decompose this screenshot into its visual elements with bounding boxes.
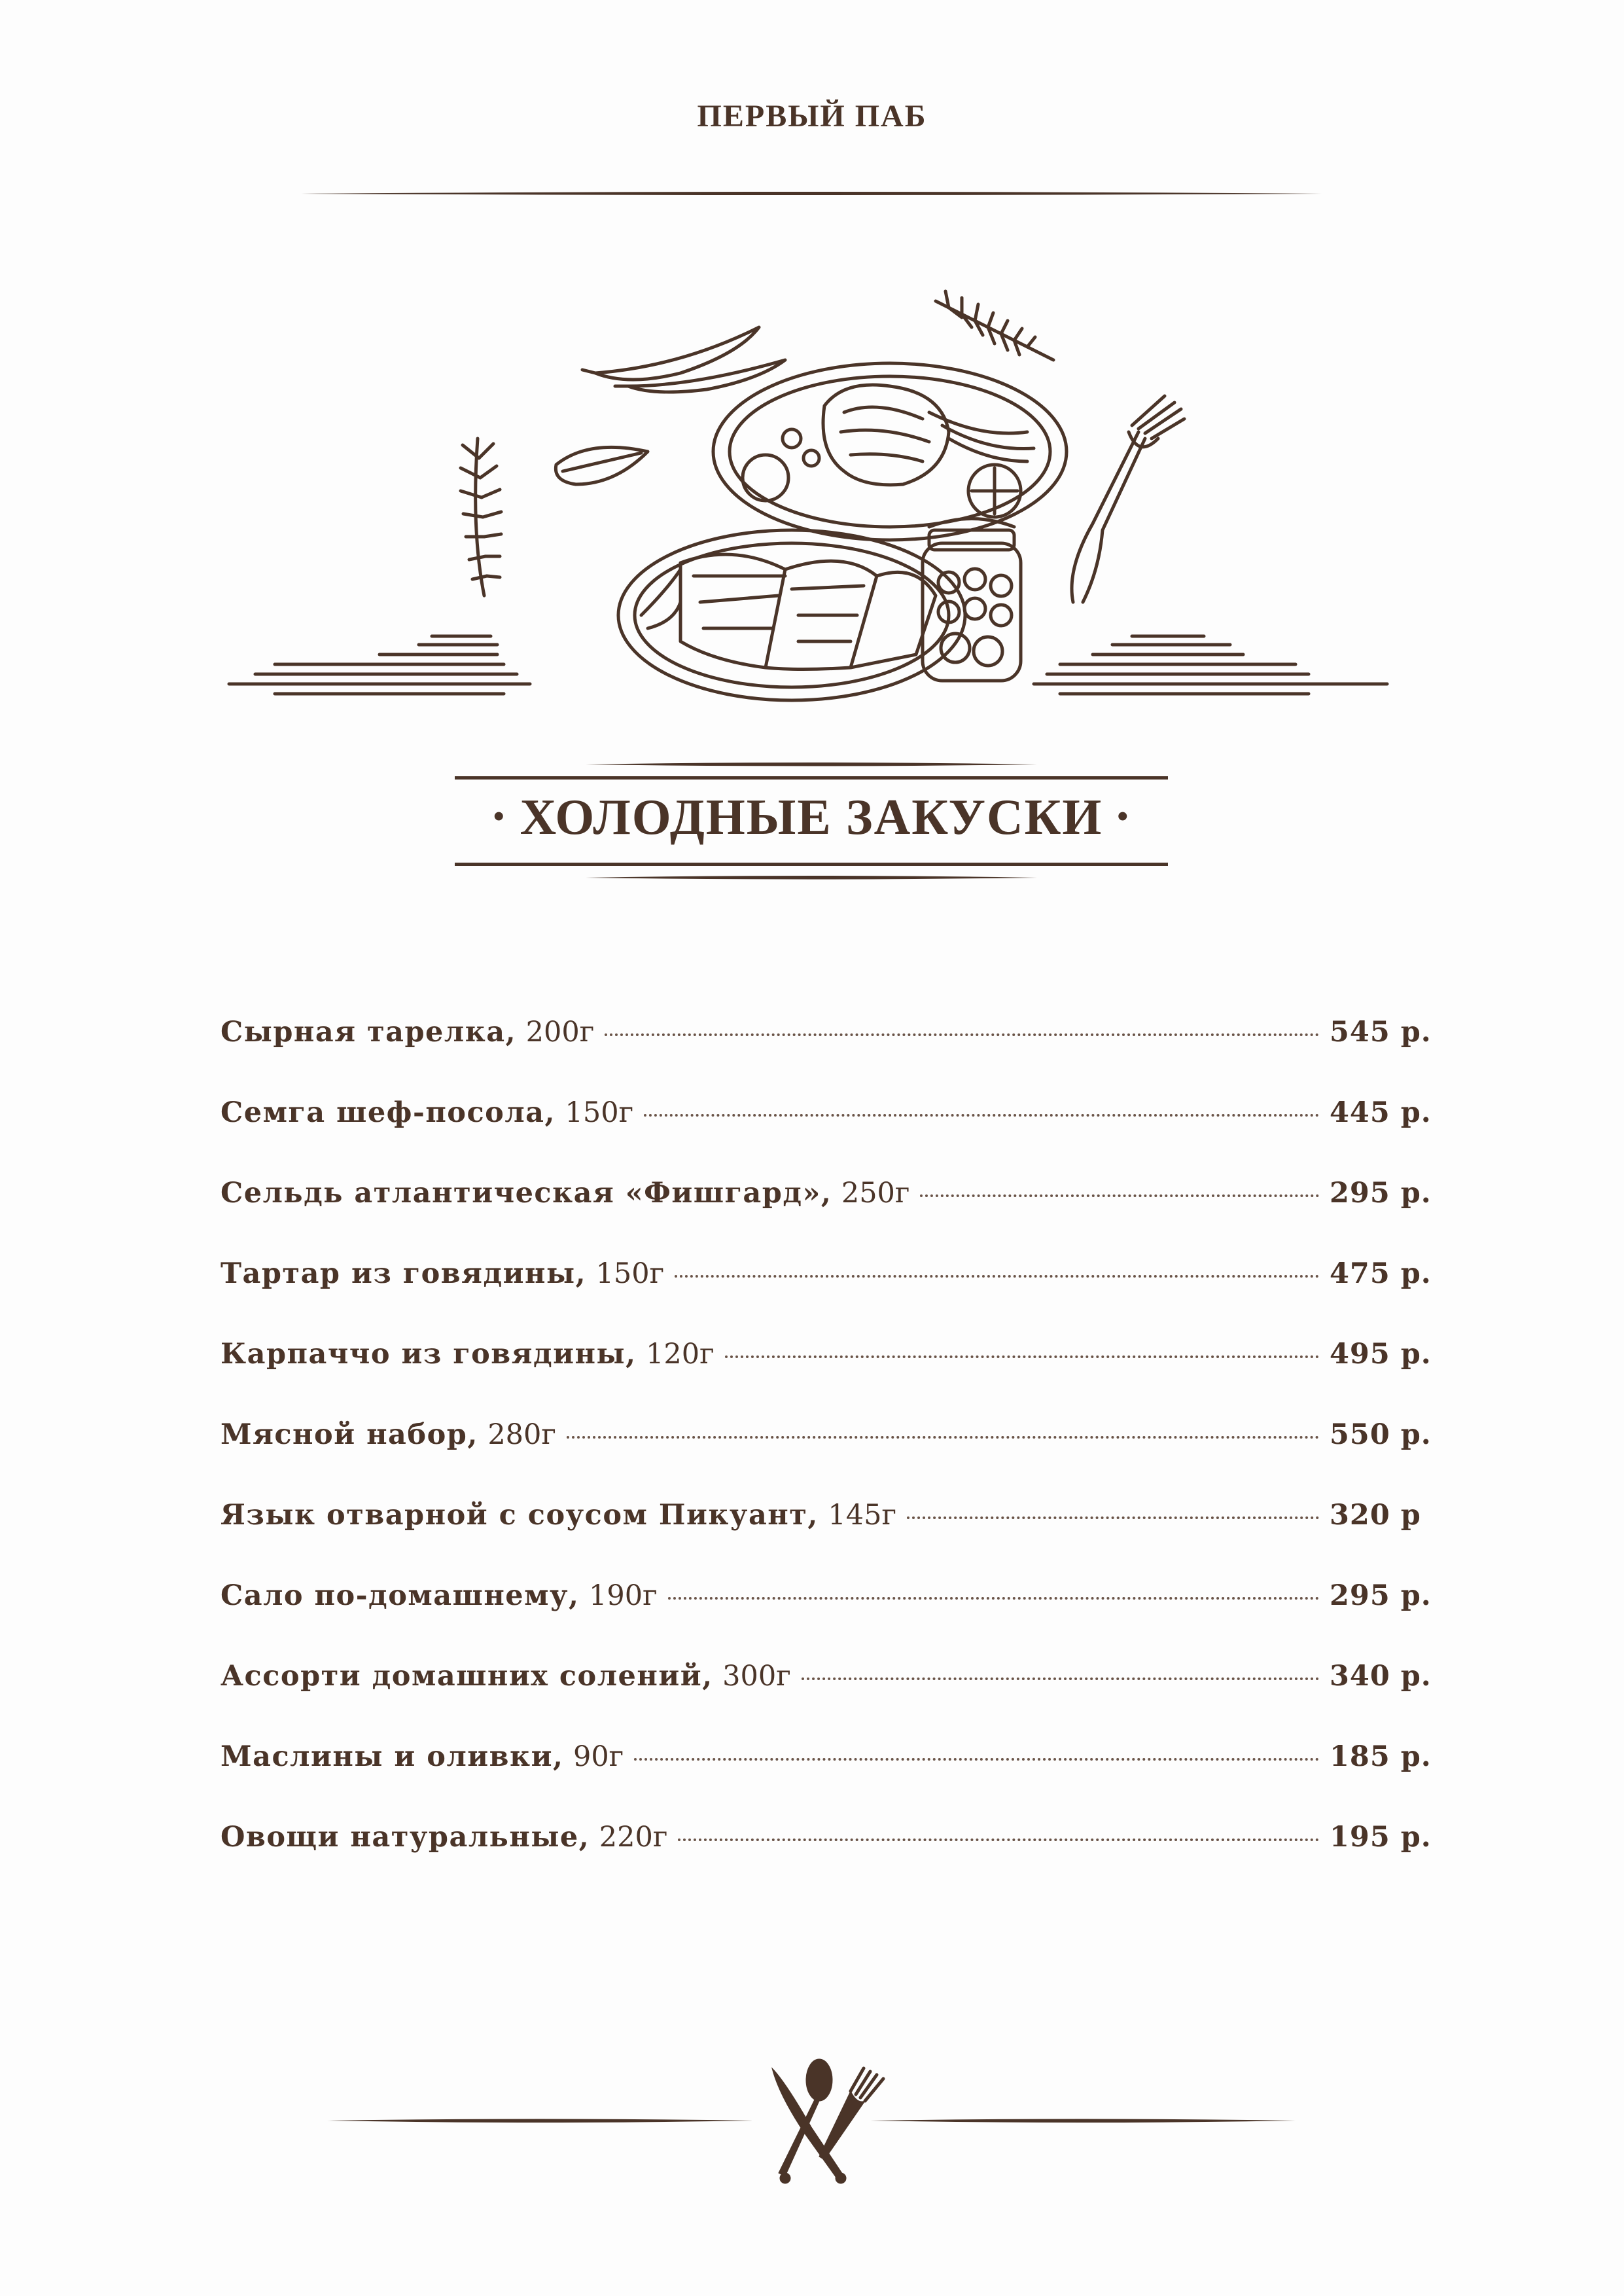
dish-weight: 90г xyxy=(573,1740,624,1773)
dish-weight: 300г xyxy=(722,1660,791,1693)
dish-price: 295 р. xyxy=(1330,1579,1432,1612)
menu-item: Маслины и оливки , 90г 185 р. xyxy=(221,1740,1432,1773)
dish-price: 340 р. xyxy=(1330,1660,1432,1693)
dish-weight: 150г xyxy=(595,1257,665,1290)
menu-item: Ассорти домашних солений , 300г 340 р. xyxy=(221,1660,1432,1693)
dish-name: Маслины и оливки xyxy=(221,1740,553,1773)
menu-item: Сырная тарелка , 200г 545 р. xyxy=(221,1016,1432,1049)
dish-name: Тартар из говядины xyxy=(221,1257,576,1290)
dish-weight: 280г xyxy=(487,1418,556,1451)
menu-item: Тартар из говядины , 150г 475 р. xyxy=(221,1257,1432,1290)
bullet-right: • xyxy=(1117,799,1130,834)
bullet-left: • xyxy=(493,799,506,834)
dish-price: 475 р. xyxy=(1330,1257,1432,1290)
menu-item: Мясной набор , 280г 550 р. xyxy=(221,1418,1432,1451)
dish-name: Ассорти домашних солений xyxy=(221,1660,703,1693)
section-title-text: ХОЛОДНЫЕ ЗАКУСКИ xyxy=(520,789,1103,845)
dish-name: Сало по-домашнему xyxy=(221,1579,569,1612)
header-divider xyxy=(301,190,1322,198)
menu-item: Овощи натуральные , 220г 195 р. xyxy=(221,1821,1432,1854)
dot-leader xyxy=(605,1033,1319,1036)
dish-weight: 145г xyxy=(828,1499,897,1532)
dish-name: Карпаччо из говядины xyxy=(221,1338,626,1371)
brand-title: ПЕРВЫЙ ПАБ xyxy=(697,99,927,134)
menu-item: Язык отварной с соусом Пикуант , 145г 320 р xyxy=(221,1499,1428,1579)
dish-weight: 120г xyxy=(646,1338,715,1371)
menu-list xyxy=(221,1016,1432,1901)
section-header xyxy=(455,759,1168,884)
food-illustration-icon xyxy=(222,262,1400,720)
dot-leader xyxy=(678,1839,1319,1841)
section-title xyxy=(455,784,1168,850)
menu-item: Семга шеф-посола , 150г 445 р. xyxy=(221,1096,1432,1129)
dish-name: Семга шеф-посола xyxy=(221,1096,545,1129)
dot-leader xyxy=(802,1677,1319,1680)
dish-weight: 150г xyxy=(565,1096,634,1129)
dish-price: 295 р. xyxy=(1330,1177,1432,1210)
dish-name: Мясной набор xyxy=(221,1418,468,1451)
dish-price: 495 р. xyxy=(1330,1338,1432,1371)
dish-name: Сырная тарелка xyxy=(221,1016,506,1049)
dish-price: 320 р xyxy=(1330,1499,1421,1532)
menu-item: Карпаччо из говядины , 120г 495 р. xyxy=(221,1338,1432,1371)
dot-leader xyxy=(675,1275,1319,1278)
dish-price: 545 р. xyxy=(1330,1016,1432,1049)
dish-price: 195 р. xyxy=(1330,1821,1432,1854)
menu-item: Сельдь атлантическая «Фишгард» , 250г 295 р. xyxy=(221,1177,1432,1210)
dish-weight: 250г xyxy=(841,1177,910,1210)
dot-leader xyxy=(668,1597,1319,1600)
dot-leader xyxy=(634,1758,1319,1761)
dish-name: Сельдь атлантическая «Фишгард» xyxy=(221,1177,821,1210)
dot-leader xyxy=(725,1355,1319,1358)
dot-leader xyxy=(644,1114,1319,1117)
dot-leader xyxy=(907,1516,1319,1519)
dish-price: 445 р. xyxy=(1330,1096,1432,1129)
dish-weight: 220г xyxy=(599,1821,668,1854)
dish-weight: 200г xyxy=(525,1016,595,1049)
dot-leader xyxy=(567,1436,1319,1439)
dish-weight: 190г xyxy=(589,1579,658,1612)
dish-name: Овощи натуральные xyxy=(221,1821,579,1854)
dish-price: 550 р. xyxy=(1330,1418,1432,1451)
dish-price: 185 р. xyxy=(1330,1740,1432,1773)
cutlery-icon xyxy=(327,2055,1296,2186)
dot-leader xyxy=(920,1194,1319,1197)
menu-item: Сало по-домашнему , 190г 295 р. xyxy=(221,1579,1432,1612)
dish-name: Язык отварной с соусом Пикуант xyxy=(221,1499,808,1532)
